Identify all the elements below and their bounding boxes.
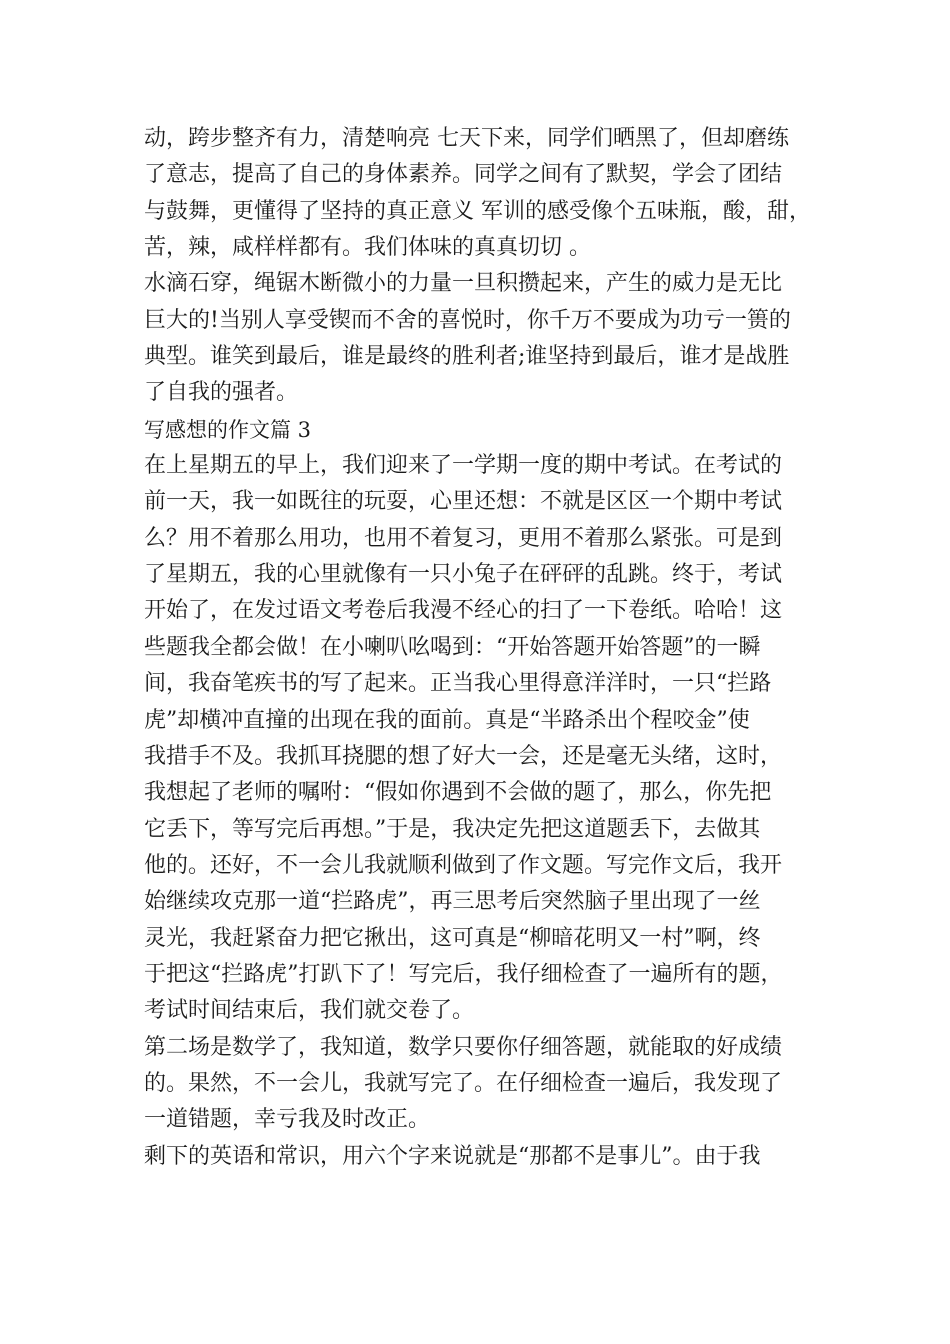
text-line: 水滴石穿，绳锯木断微小的力量一旦积攒起来，产生的威力是无比 (144, 271, 783, 297)
text-line: 剩下的英语和常识，用六个字来说就是“那都不是事儿”。由于我 (144, 1143, 761, 1169)
text-line: 苦，辣，咸样样都有。我们体味的真真切切 。 (144, 235, 591, 261)
essay-text (144, 121, 834, 1175)
text-line: 典型。谁笑到最后，谁是最终的胜利者;谁坚持到最后，谁才是战胜 (144, 344, 790, 370)
text-line: 考试时间结束后，我们就交卷了。 (144, 998, 475, 1024)
text-line: 动，跨步整齐有力，清楚响亮 七天下来，同学们晒黑了，但却磨练 (144, 126, 789, 151)
section-heading: 写感想的作文篇 3 (144, 417, 312, 442)
text-line: 第二场是数学了，我知道，数学只要你仔细答题，就能取的好成绩 (144, 1034, 783, 1060)
text-line: 在上星期五的早上，我们迎来了一学期一度的期中考试。在考试的 (144, 453, 783, 479)
text-line: 我措手不及。我抓耳挠腮的想了好大一会，还是毫无头绪，这时， (144, 743, 783, 769)
text-line: 的。果然，不一会儿，我就写完了。在仔细检查一遍后，我发现了 (144, 1070, 783, 1096)
text-line: 些题我全都会做！在小喇叭吆喝到：“开始答题开始答题”的一瞬 (144, 634, 761, 660)
text-line: 灵光，我赶紧奋力把它揪出，这可真是“柳暗花明又一村”啊，终 (144, 925, 761, 951)
text-line: 么？用不着那么用功，也用不着复习，更用不着那么紧张。可是到 (144, 525, 783, 551)
text-line: 他的。还好，不一会儿我就顺利做到了作文题。写完作文后，我开 (144, 852, 783, 878)
text-line: 一道错题，幸亏我及时改正。 (144, 1107, 431, 1133)
text-line: 我想起了老师的嘱咐：“假如你遇到不会做的题了，那么，你先把 (144, 780, 772, 806)
text-line: 巨大的!当别人享受锲而不舍的喜悦时，你千万不要成为功亏一篑的 (144, 307, 791, 333)
text-line: 开始了，在发过语文考卷后我漫不经心的扫了一下卷纸。哈哈！这 (144, 598, 783, 624)
text-line: 虎”却横冲直撞的出现在我的面前。真是“半路杀出个程咬金”使 (144, 707, 750, 733)
text-line: 了自我的强者。 (144, 380, 299, 406)
text-line: 前一天，我一如既往的玩耍，心里还想：不就是区区一个期中考试 (144, 489, 783, 515)
text-line: 间，我奋笔疾书的写了起来。正当我心里得意洋洋时，一只“拦路 (144, 671, 772, 697)
text-line: 始继续攻克那一道“拦路虎”，再三思考后突然脑子里出现了一丝 (144, 889, 761, 915)
text-line: 于把这“拦路虎”打趴下了！写完后，我仔细检查了一遍所有的题， (144, 961, 783, 987)
text-line: 了意志，提高了自己的身体素养。同学之间有了默契，学会了团结 (144, 162, 783, 188)
text-line: 了星期五，我的心里就像有一只小兔子在砰砰的乱跳。终于，考试 (144, 562, 783, 588)
text-line: 与鼓舞，更懂得了坚持的真正意义 军训的感受像个五味瓶，酸，甜， (144, 198, 811, 224)
text-line: 它丢下，等写完后再想。”于是，我决定先把这道题丢下，去做其 (144, 816, 761, 842)
